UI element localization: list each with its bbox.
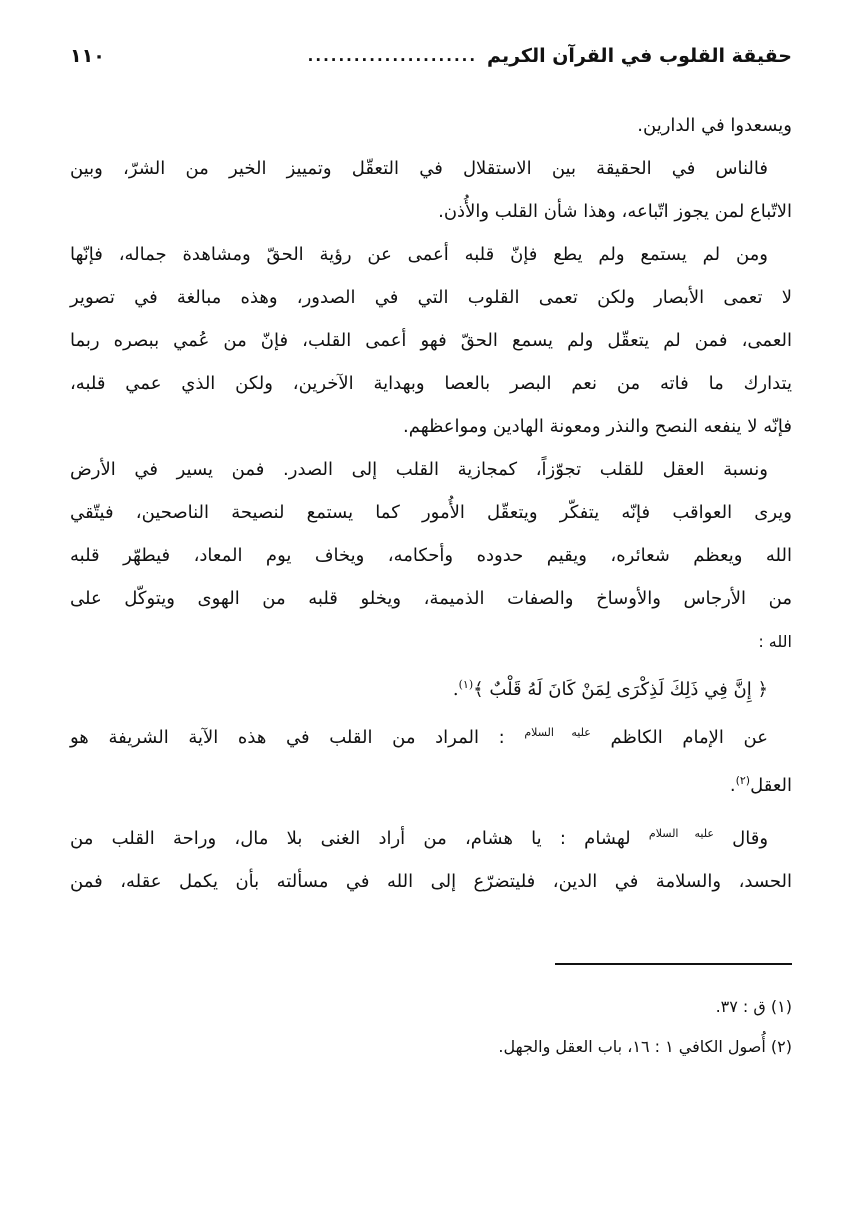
- text-line: الاتّباع لمن يجوز اتّباعه، وهذا شأن القلب والأُذن.: [438, 201, 792, 222]
- text-line: [70, 759, 792, 807]
- footnote: (٢) أُصول الكافي ١ : ١٦، باب العقل والجهل.: [498, 1037, 792, 1056]
- text-line: ويرى العواقب فإنّه يتفكّر ويتعقّل الأُمور كما يستمع لنصيحة الناصحين، فيتّقي: [70, 502, 792, 523]
- text-line: [70, 448, 792, 491]
- text-line: يتدارك ما فاته من نعم البصر بالعصا وبهداية الآخرين، ولكن الذي عمي قلبه،: [70, 373, 792, 394]
- text-line: [70, 147, 792, 190]
- text-line: ويسعدوا في الدارين.: [637, 115, 792, 136]
- text-line: الله ويعظم شعائره، ويقيم حدوده وأحكامه، ويخاف يوم المعاد، فيطهّر قلبه: [70, 545, 792, 566]
- text-span: عن الإمام الكاظم: [610, 727, 768, 748]
- text-span: وقال: [732, 828, 769, 849]
- book-title: حقيقة القلوب في القرآن الكريم: [487, 45, 792, 67]
- page-number: ١١٠: [70, 45, 105, 67]
- text-line: من الأرجاس والأوساخ والصفات الذميمة، ويخلو قلبه من الهوى ويتوكّل على: [70, 588, 792, 609]
- text-line: الله :: [758, 632, 792, 651]
- text-line: [70, 711, 792, 759]
- spacer: [70, 903, 792, 963]
- text-line: [70, 233, 792, 276]
- quran-verse: [70, 663, 792, 711]
- text-span: ونسبة العقل للقلب تجوّزاً، كمجازية القلب إلى الصدر. فمن يسير في الأرض: [70, 459, 768, 480]
- verse-text: ﴿ إِنَّ فِي ذَلِكَ لَذِكْرَى لِمَنْ كَانَ لَهُ قَلْبٌ ﴾: [473, 679, 768, 700]
- punct: .: [729, 775, 736, 796]
- header-leader-dots: ......................: [307, 47, 478, 65]
- text-line: لا تعمى الأبصار ولكن تعمى القلوب التي في الصدور، وهذه مبالغة في تصوير: [70, 287, 792, 308]
- footnote-ref: (٢): [735, 774, 751, 787]
- running-header: [70, 38, 792, 74]
- honorific: عليه السلام: [524, 726, 591, 739]
- text-line: الحسد، والسلامة في الدين، فليتضرّع إلى الله في مسألته بأن يكمل عقله، فمن: [70, 871, 792, 892]
- text-span: لهشام : يا هشام، من أراد الغنى بلا مال، وراحة القلب من: [70, 828, 631, 849]
- footnote-ref: (١): [458, 678, 474, 691]
- text-span: : المراد من القلب في هذه الآية الشريفة هو: [70, 727, 505, 748]
- text-span: العقل: [750, 775, 792, 796]
- honorific: عليه السلام: [648, 827, 714, 840]
- body-text: [70, 104, 792, 903]
- footnote-divider: [555, 963, 792, 965]
- text-line: [70, 812, 792, 860]
- text-span: فالناس في الحقيقة بين الاستقلال في التعقّل وتمييز الخير من الشرّ، وبين: [70, 158, 768, 179]
- text-span: ومن لم يستمع ولم يطع فإنّ قلبه أعمى عن رؤية الحقّ ومشاهدة جماله، فإنّها: [70, 244, 768, 265]
- text-line: فإنّه لا ينفعه النصح والنذر ومعونة الهادين ومواعظهم.: [403, 416, 792, 437]
- punct: .: [452, 679, 459, 700]
- text-line: العمى، فمن لم يتعقّل ولم يسمع الحقّ فهو أعمى القلب، فإنّ من عُمي ببصره ربما: [70, 330, 792, 351]
- footnote: (١) ق : ٣٧.: [715, 997, 792, 1016]
